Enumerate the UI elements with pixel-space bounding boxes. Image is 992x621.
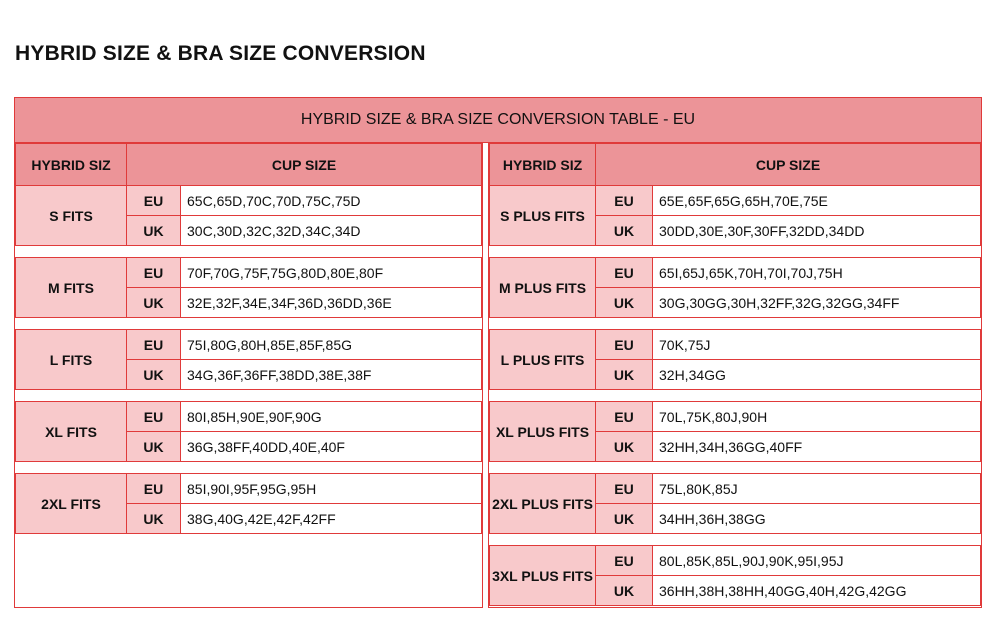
cup-sizes-eu: 65I,65J,65K,70H,70I,70J,75H xyxy=(652,257,981,288)
size-row-group xyxy=(15,329,482,390)
cup-sizes-uk: 36G,38FF,40DD,40E,40F xyxy=(180,431,482,462)
cup-sizes-eu: 85I,90I,95F,95G,95H xyxy=(180,473,482,504)
region-code-eu: EU xyxy=(126,257,181,288)
region-code-eu: EU xyxy=(126,473,181,504)
hybrid-size-cell: XL FITS xyxy=(15,401,127,462)
cup-size-header: CUP SIZE xyxy=(126,143,482,186)
region-code-eu: EU xyxy=(595,401,653,432)
cup-sizes-eu: 75I,80G,80H,85E,85F,85G xyxy=(180,329,482,360)
region-code-eu: EU xyxy=(126,185,181,216)
cup-sizes-eu: 80L,85K,85L,90J,90K,95I,95J xyxy=(652,545,981,576)
cup-sizes-uk: 34G,36F,36FF,38DD,38E,38F xyxy=(180,359,482,390)
hybrid-size-cell: L FITS xyxy=(15,329,127,390)
region-code-uk: UK xyxy=(126,215,181,246)
region-code-uk: UK xyxy=(595,503,653,534)
cup-sizes-eu: 70F,70G,75F,75G,80D,80E,80F xyxy=(180,257,482,288)
size-row-group xyxy=(489,401,981,462)
cup-sizes-eu: 70L,75K,80J,90H xyxy=(652,401,981,432)
size-row-group xyxy=(489,329,981,390)
region-code-uk: UK xyxy=(126,287,181,318)
region-code-uk: UK xyxy=(595,287,653,318)
region-code-eu: EU xyxy=(595,185,653,216)
hybrid-size-cell: 2XL PLUS FITS xyxy=(489,473,596,534)
region-code-uk: UK xyxy=(126,503,181,534)
cup-sizes-uk: 32E,32F,34E,34F,36D,36DD,36E xyxy=(180,287,482,318)
hybrid-size-cell: 2XL FITS xyxy=(15,473,127,534)
hybrid-size-cell: M FITS xyxy=(15,257,127,318)
cup-sizes-eu: 70K,75J xyxy=(652,329,981,360)
cup-sizes-eu: 80I,85H,90E,90F,90G xyxy=(180,401,482,432)
cup-sizes-uk: 34HH,36H,38GG xyxy=(652,503,981,534)
hybrid-size-cell: L PLUS FITS xyxy=(489,329,596,390)
cup-sizes-uk: 38G,40G,42E,42F,42FF xyxy=(180,503,482,534)
region-code-uk: UK xyxy=(595,431,653,462)
cup-sizes-uk: 32H,34GG xyxy=(652,359,981,390)
region-code-uk: UK xyxy=(595,359,653,390)
size-row-group xyxy=(489,257,981,318)
region-code-uk: UK xyxy=(595,215,653,246)
region-code-uk: UK xyxy=(126,431,181,462)
hybrid-size-cell: 3XL PLUS FITS xyxy=(489,545,596,606)
cup-sizes-uk: 30DD,30E,30F,30FF,32DD,34DD xyxy=(652,215,981,246)
hybrid-size-cell: M PLUS FITS xyxy=(489,257,596,318)
cup-sizes-uk: 30G,30GG,30H,32FF,32G,32GG,34FF xyxy=(652,287,981,318)
region-code-eu: EU xyxy=(126,329,181,360)
size-row-group xyxy=(15,257,482,318)
cup-sizes-uk: 36HH,38H,38HH,40GG,40H,42G,42GG xyxy=(652,575,981,606)
cup-sizes-eu: 75L,80K,85J xyxy=(652,473,981,504)
page-title: HYBRID SIZE & BRA SIZE CONVERSION xyxy=(15,42,426,65)
region-code-eu: EU xyxy=(595,329,653,360)
hybrid-size-cell: XL PLUS FITS xyxy=(489,401,596,462)
region-code-eu: EU xyxy=(595,473,653,504)
size-row-group xyxy=(489,185,981,246)
hybrid-size-header: HYBRID SIZ xyxy=(489,143,596,186)
table-divider xyxy=(482,143,489,608)
table-title: HYBRID SIZE & BRA SIZE CONVERSION TABLE - EU xyxy=(15,98,981,143)
cup-sizes-eu: 65E,65F,65G,65H,70E,75E xyxy=(652,185,981,216)
hybrid-size-header: HYBRID SIZ xyxy=(15,143,127,186)
size-row-group xyxy=(489,473,981,534)
size-row-group xyxy=(15,401,482,462)
region-code-eu: EU xyxy=(595,545,653,576)
conversion-table xyxy=(14,97,982,608)
cup-sizes-uk: 32HH,34H,36GG,40FF xyxy=(652,431,981,462)
cup-sizes-uk: 30C,30D,32C,32D,34C,34D xyxy=(180,215,482,246)
region-code-eu: EU xyxy=(126,401,181,432)
hybrid-size-cell: S PLUS FITS xyxy=(489,185,596,246)
size-row-group xyxy=(15,185,482,246)
hybrid-size-cell: S FITS xyxy=(15,185,127,246)
region-code-eu: EU xyxy=(595,257,653,288)
region-code-uk: UK xyxy=(126,359,181,390)
size-row-group xyxy=(15,473,482,534)
region-code-uk: UK xyxy=(595,575,653,606)
cup-sizes-eu: 65C,65D,70C,70D,75C,75D xyxy=(180,185,482,216)
size-row-group xyxy=(489,545,981,606)
cup-size-header: CUP SIZE xyxy=(595,143,981,186)
